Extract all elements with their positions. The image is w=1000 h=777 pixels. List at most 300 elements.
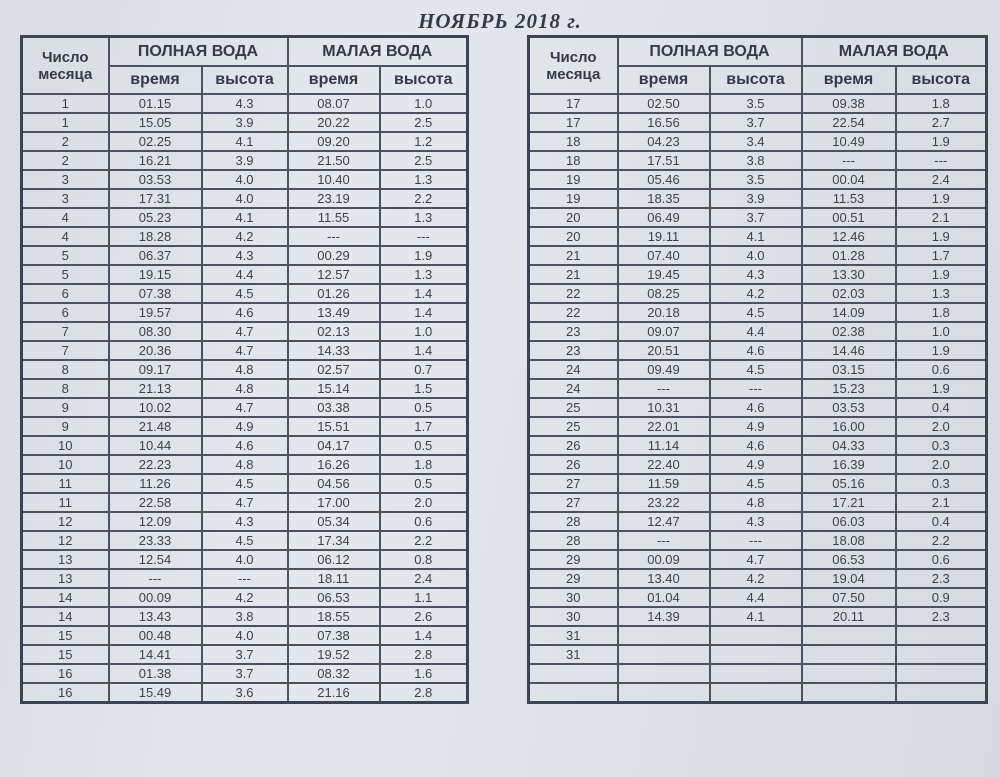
low-water-time-cell: 16.00 [802, 417, 896, 436]
low-water-time-cell: 16.26 [288, 455, 380, 474]
table-row [22, 265, 468, 284]
day-cell: 12 [22, 512, 109, 531]
low-water-height-cell [896, 626, 987, 645]
day-cell: 11 [22, 493, 109, 512]
low-water-time-cell: 15.14 [288, 379, 380, 398]
low-water-time-cell: 03.53 [802, 398, 896, 417]
high-water-height-cell [710, 645, 802, 664]
high-water-height-cell [710, 683, 802, 703]
low-water-height-cell: 0.4 [896, 398, 987, 417]
low-water-time-cell: 00.29 [288, 246, 380, 265]
day-cell: 17 [529, 94, 618, 113]
low-water-height-cell: 2.1 [896, 208, 987, 227]
high-water-height-cell: 4.5 [202, 474, 288, 493]
low-water-height-cell: 1.8 [896, 94, 987, 113]
day-cell: 1 [22, 94, 109, 113]
tide-table-right-body [529, 94, 987, 703]
high-water-time-cell: 01.04 [618, 588, 710, 607]
high-water-time-cell: 17.31 [109, 189, 202, 208]
table-row [529, 227, 987, 246]
high-water-height-cell: 3.8 [202, 607, 288, 626]
low-water-height-cell: 1.2 [380, 132, 468, 151]
low-water-height-cell: 1.9 [380, 246, 468, 265]
table-row [529, 94, 987, 113]
day-cell: 30 [529, 588, 618, 607]
table-row [529, 208, 987, 227]
low-water-height-cell: 2.7 [896, 113, 987, 132]
low-water-height-cell [896, 683, 987, 703]
table-row [22, 683, 468, 703]
high-water-time-cell: 23.22 [618, 493, 710, 512]
table-row [529, 341, 987, 360]
low-water-time-cell: 21.50 [288, 151, 380, 170]
high-water-time-cell: 00.09 [618, 550, 710, 569]
high-water-height-cell: 4.6 [710, 398, 802, 417]
day-cell: 15 [22, 645, 109, 664]
low-water-height-cell: 0.5 [380, 474, 468, 493]
low-water-height-cell: 1.4 [380, 284, 468, 303]
table-row [529, 493, 987, 512]
table-row [22, 322, 468, 341]
high-water-time-cell: 02.50 [618, 94, 710, 113]
table-row [22, 170, 468, 189]
day-cell [529, 683, 618, 703]
low-water-time-cell: 09.20 [288, 132, 380, 151]
high-water-height-cell: 4.4 [710, 322, 802, 341]
day-cell: 14 [22, 607, 109, 626]
high-water-height-cell: 4.1 [202, 208, 288, 227]
low-water-height-cell: 2.8 [380, 683, 468, 703]
low-water-height-cell: 0.8 [380, 550, 468, 569]
high-water-time-cell: 22.01 [618, 417, 710, 436]
high-water-height-cell: 3.4 [710, 132, 802, 151]
day-cell: 16 [22, 683, 109, 703]
page-title: НОЯБРЬ 2018 г. [418, 9, 582, 33]
low-water-height-cell: 1.0 [380, 322, 468, 341]
day-cell: 11 [22, 474, 109, 493]
high-water-time-cell: 21.13 [109, 379, 202, 398]
high-water-time-cell: 09.17 [109, 360, 202, 379]
low-water-height-cell: 1.5 [380, 379, 468, 398]
day-of-month-header: Число месяца [529, 37, 618, 95]
high-water-time-cell: 00.48 [109, 626, 202, 645]
low-water-time-cell: 18.55 [288, 607, 380, 626]
low-water-height-cell: 0.6 [380, 512, 468, 531]
high-water-time-cell: --- [618, 531, 710, 550]
low-water-time-cell: 03.38 [288, 398, 380, 417]
low-water-height-cell [896, 664, 987, 683]
low-water-time-cell: 03.15 [802, 360, 896, 379]
table-row [529, 151, 987, 170]
high-water-height-cell: 3.9 [202, 151, 288, 170]
day-cell: 27 [529, 493, 618, 512]
table-row [529, 189, 987, 208]
high-water-time-cell: 22.40 [618, 455, 710, 474]
day-cell: 23 [529, 322, 618, 341]
low-water-height-cell: 1.9 [896, 265, 987, 284]
low-water-height-cell: 1.4 [380, 303, 468, 322]
high-water-height-cell: 4.6 [202, 303, 288, 322]
high-water-height-cell: 4.8 [710, 493, 802, 512]
low-water-time-cell: 08.32 [288, 664, 380, 683]
day-cell: 22 [529, 284, 618, 303]
low-water-time-cell: 16.39 [802, 455, 896, 474]
high-water-height-cell: 3.9 [202, 113, 288, 132]
low-water-time-cell: 02.57 [288, 360, 380, 379]
table-row [529, 322, 987, 341]
low-water-time-cell: 04.33 [802, 436, 896, 455]
day-cell: 26 [529, 436, 618, 455]
low-water-height-cell: 1.3 [380, 170, 468, 189]
low-water-time-cell: 09.38 [802, 94, 896, 113]
high-water-height-cell: 4.7 [202, 398, 288, 417]
high-water-time-cell: 08.30 [109, 322, 202, 341]
day-cell: 21 [529, 246, 618, 265]
table-row [22, 417, 468, 436]
day-cell: 27 [529, 474, 618, 493]
table-row [529, 474, 987, 493]
high-water-time-cell: 10.44 [109, 436, 202, 455]
table-row [22, 588, 468, 607]
high-water-height-cell: 4.9 [202, 417, 288, 436]
low-water-height-cell: 1.4 [380, 341, 468, 360]
day-cell: 5 [22, 246, 109, 265]
day-cell: 19 [529, 189, 618, 208]
day-cell: 31 [529, 645, 618, 664]
low-water-height-cell: 1.6 [380, 664, 468, 683]
high-water-height-cell: 4.0 [202, 189, 288, 208]
low-water-height-cell: 2.2 [896, 531, 987, 550]
table-row [22, 94, 468, 113]
low-water-time-cell: 14.09 [802, 303, 896, 322]
table-row [529, 607, 987, 626]
low-water-time-cell: 14.46 [802, 341, 896, 360]
high-water-height-cell: 4.5 [202, 531, 288, 550]
low-water-header: МАЛАЯ ВОДА [288, 37, 468, 67]
high-water-height-cell: 4.5 [710, 360, 802, 379]
low-water-height-cell: 1.9 [896, 341, 987, 360]
high-water-time-cell: 01.15 [109, 94, 202, 113]
high-water-height-cell: 3.7 [710, 208, 802, 227]
table-row [22, 664, 468, 683]
high-water-time-cell [618, 645, 710, 664]
low-water-height-cell: 0.5 [380, 398, 468, 417]
low-water-time-cell: 01.28 [802, 246, 896, 265]
day-cell: 28 [529, 531, 618, 550]
low-water-height-cell: 2.8 [380, 645, 468, 664]
day-cell: 20 [529, 208, 618, 227]
table-row [529, 664, 987, 683]
low-water-height-cell: 0.3 [896, 474, 987, 493]
low-water-time-cell: 07.50 [802, 588, 896, 607]
high-water-time-cell: 20.51 [618, 341, 710, 360]
low-water-time-cell [802, 664, 896, 683]
day-cell: 7 [22, 341, 109, 360]
low-water-time-cell: 14.33 [288, 341, 380, 360]
high-water-height-cell: 4.4 [710, 588, 802, 607]
low-water-time-cell: 04.17 [288, 436, 380, 455]
tide-table-left-body [22, 94, 468, 703]
high-water-height-cell: 4.8 [202, 379, 288, 398]
low-water-height-cell: --- [896, 151, 987, 170]
table-row [529, 645, 987, 664]
day-cell: 10 [22, 436, 109, 455]
low-water-height-cell: 1.9 [896, 189, 987, 208]
low-water-time-cell: --- [288, 227, 380, 246]
table-row [22, 132, 468, 151]
table-row [22, 113, 468, 132]
table-row [529, 626, 987, 645]
high-water-time-cell: 19.57 [109, 303, 202, 322]
high-water-time-cell: 00.09 [109, 588, 202, 607]
high-water-height-cell: 3.5 [710, 94, 802, 113]
day-cell: 3 [22, 189, 109, 208]
high-water-time-cell: 10.31 [618, 398, 710, 417]
table-row [22, 151, 468, 170]
table-row [529, 113, 987, 132]
high-water-height-cell: 4.2 [710, 284, 802, 303]
high-water-time-cell: 21.48 [109, 417, 202, 436]
table-row [529, 170, 987, 189]
low-water-height-cell: 1.3 [896, 284, 987, 303]
table-row [529, 284, 987, 303]
table-row [22, 246, 468, 265]
table-row [529, 398, 987, 417]
high-water-height-cell: 4.0 [202, 170, 288, 189]
day-cell: 6 [22, 303, 109, 322]
table-row [22, 303, 468, 322]
low-water-time-cell [802, 645, 896, 664]
low-water-height-cell: 0.7 [380, 360, 468, 379]
low-water-height-cell: 2.4 [896, 170, 987, 189]
table-row [529, 569, 987, 588]
high-water-height-header: высота [202, 66, 288, 94]
high-water-time-cell [618, 626, 710, 645]
low-water-height-cell: --- [380, 227, 468, 246]
day-cell: 30 [529, 607, 618, 626]
table-row [529, 512, 987, 531]
day-cell: 6 [22, 284, 109, 303]
low-water-height-cell: 0.6 [896, 360, 987, 379]
table-row [529, 436, 987, 455]
low-water-height-cell: 2.5 [380, 151, 468, 170]
low-water-time-cell: 02.38 [802, 322, 896, 341]
high-water-time-cell: 04.23 [618, 132, 710, 151]
low-water-height-cell: 1.1 [380, 588, 468, 607]
low-water-height-header: высота [380, 66, 468, 94]
day-cell: 29 [529, 569, 618, 588]
low-water-time-cell: 11.53 [802, 189, 896, 208]
high-water-height-cell: 4.1 [202, 132, 288, 151]
day-cell: 7 [22, 322, 109, 341]
day-cell: 4 [22, 208, 109, 227]
high-water-height-cell: 4.5 [710, 303, 802, 322]
high-water-time-cell: 10.02 [109, 398, 202, 417]
table-row [22, 436, 468, 455]
high-water-time-cell: 01.38 [109, 664, 202, 683]
low-water-time-cell: 07.38 [288, 626, 380, 645]
high-water-time-cell: 14.41 [109, 645, 202, 664]
table-row [22, 455, 468, 474]
high-water-time-cell: 15.49 [109, 683, 202, 703]
high-water-height-cell: 4.3 [710, 512, 802, 531]
low-water-time-cell: 02.03 [802, 284, 896, 303]
table-row [22, 512, 468, 531]
high-water-time-cell: 09.07 [618, 322, 710, 341]
high-water-height-cell: 4.3 [710, 265, 802, 284]
low-water-height-cell: 1.7 [380, 417, 468, 436]
high-water-height-cell: 4.7 [202, 322, 288, 341]
high-water-time-cell: 19.15 [109, 265, 202, 284]
table-row [529, 417, 987, 436]
table-row [529, 246, 987, 265]
low-water-height-cell: 2.2 [380, 189, 468, 208]
high-water-time-cell: 08.25 [618, 284, 710, 303]
low-water-time-cell: 06.53 [288, 588, 380, 607]
table-row [529, 531, 987, 550]
day-cell: 5 [22, 265, 109, 284]
table-row [22, 189, 468, 208]
high-water-height-cell: 4.8 [202, 360, 288, 379]
high-water-time-cell: 11.14 [618, 436, 710, 455]
low-water-time-cell: 11.55 [288, 208, 380, 227]
low-water-height-cell: 2.4 [380, 569, 468, 588]
high-water-time-cell: 09.49 [618, 360, 710, 379]
low-water-time-cell: 12.57 [288, 265, 380, 284]
day-cell: 24 [529, 360, 618, 379]
table-row [529, 588, 987, 607]
high-water-height-cell: 3.7 [710, 113, 802, 132]
low-water-time-cell: 10.49 [802, 132, 896, 151]
low-water-time-cell: 17.34 [288, 531, 380, 550]
high-water-time-cell: 17.51 [618, 151, 710, 170]
low-water-header: МАЛАЯ ВОДА [802, 37, 987, 67]
low-water-time-cell: 18.11 [288, 569, 380, 588]
day-cell: 14 [22, 588, 109, 607]
low-water-height-cell: 1.0 [896, 322, 987, 341]
low-water-height-cell: 1.9 [896, 227, 987, 246]
high-water-time-cell [618, 664, 710, 683]
low-water-time-cell: 20.11 [802, 607, 896, 626]
high-water-time-cell: 20.18 [618, 303, 710, 322]
table-row [529, 455, 987, 474]
high-water-height-cell: --- [202, 569, 288, 588]
high-water-time-cell: 18.35 [618, 189, 710, 208]
high-water-time-cell: 18.28 [109, 227, 202, 246]
high-water-header: ПОЛНАЯ ВОДА [109, 37, 288, 67]
high-water-height-cell [710, 664, 802, 683]
low-water-height-cell: 1.8 [380, 455, 468, 474]
low-water-time-cell: 10.40 [288, 170, 380, 189]
high-water-time-header: время [109, 66, 202, 94]
day-cell: 20 [529, 227, 618, 246]
day-cell: 16 [22, 664, 109, 683]
low-water-time-cell: 00.51 [802, 208, 896, 227]
table-row [529, 550, 987, 569]
low-water-height-cell: 1.9 [896, 379, 987, 398]
low-water-height-cell: 1.8 [896, 303, 987, 322]
low-water-height-header: высота [896, 66, 987, 94]
high-water-height-cell: 3.5 [710, 170, 802, 189]
day-cell [529, 664, 618, 683]
high-water-time-cell: 07.40 [618, 246, 710, 265]
low-water-time-cell: 23.19 [288, 189, 380, 208]
table-row [22, 360, 468, 379]
table-row [22, 379, 468, 398]
day-cell: 2 [22, 151, 109, 170]
day-cell: 12 [22, 531, 109, 550]
high-water-height-cell: 4.7 [202, 493, 288, 512]
day-cell: 13 [22, 569, 109, 588]
low-water-height-cell: 1.7 [896, 246, 987, 265]
day-cell: 29 [529, 550, 618, 569]
high-water-height-header: высота [710, 66, 802, 94]
table-row [22, 208, 468, 227]
table-row [529, 379, 987, 398]
high-water-time-cell: 06.37 [109, 246, 202, 265]
low-water-height-cell: 2.3 [896, 569, 987, 588]
high-water-time-header: время [618, 66, 710, 94]
high-water-time-cell [618, 683, 710, 703]
day-cell: 1 [22, 113, 109, 132]
high-water-time-cell: 13.40 [618, 569, 710, 588]
table-row [22, 398, 468, 417]
table-row [22, 626, 468, 645]
high-water-time-cell: 12.54 [109, 550, 202, 569]
table-row [22, 227, 468, 246]
low-water-height-cell: 2.6 [380, 607, 468, 626]
low-water-height-cell: 2.3 [896, 607, 987, 626]
high-water-height-cell: 4.0 [202, 550, 288, 569]
tide-table-right [527, 35, 988, 704]
low-water-height-cell: 2.5 [380, 113, 468, 132]
low-water-height-cell: 2.2 [380, 531, 468, 550]
high-water-height-cell: 4.4 [202, 265, 288, 284]
low-water-height-cell: 2.0 [380, 493, 468, 512]
high-water-height-cell: 4.0 [710, 246, 802, 265]
low-water-height-cell: 2.0 [896, 455, 987, 474]
low-water-height-cell: 2.0 [896, 417, 987, 436]
high-water-time-cell: 23.33 [109, 531, 202, 550]
high-water-time-cell: 16.21 [109, 151, 202, 170]
low-water-height-cell: 2.1 [896, 493, 987, 512]
day-cell: 2 [22, 132, 109, 151]
high-water-time-cell: 16.56 [618, 113, 710, 132]
table-row [529, 265, 987, 284]
low-water-time-cell: --- [802, 151, 896, 170]
high-water-time-cell: 07.38 [109, 284, 202, 303]
low-water-height-cell: 1.9 [896, 132, 987, 151]
day-cell: 15 [22, 626, 109, 645]
table-row [22, 284, 468, 303]
table-row [22, 493, 468, 512]
high-water-time-cell: 02.25 [109, 132, 202, 151]
day-cell: 3 [22, 170, 109, 189]
low-water-time-cell: 04.56 [288, 474, 380, 493]
high-water-height-cell: 4.3 [202, 246, 288, 265]
high-water-time-cell: 12.09 [109, 512, 202, 531]
low-water-height-cell: 1.4 [380, 626, 468, 645]
high-water-height-cell: 4.7 [202, 341, 288, 360]
low-water-time-cell: 19.52 [288, 645, 380, 664]
low-water-height-cell: 1.3 [380, 208, 468, 227]
table-row [22, 550, 468, 569]
low-water-time-cell: 06.12 [288, 550, 380, 569]
low-water-height-cell [896, 645, 987, 664]
table-row [22, 569, 468, 588]
high-water-height-cell: 4.2 [202, 588, 288, 607]
table-row [22, 474, 468, 493]
